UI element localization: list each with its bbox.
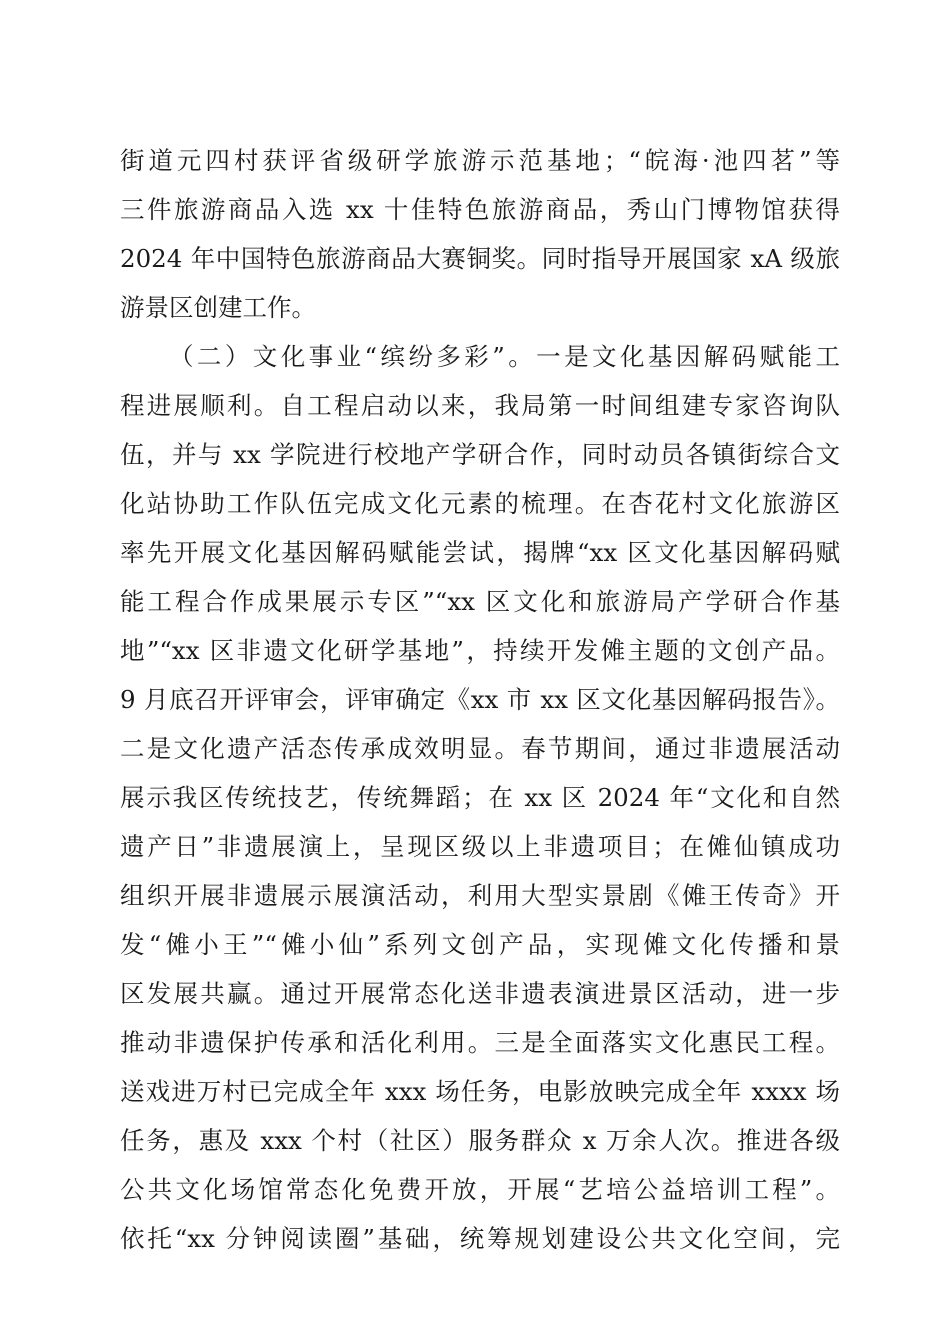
text-line: （二）文化事业“缤纷多彩”。一是文化基因解码赋能工 xyxy=(169,342,840,371)
text-line: 9 月底召开评审会，评审确定《xx 市 xx 区文化基因解码报告》。 xyxy=(120,685,840,714)
text-line: 率先开展文化基因解码赋能尝试，揭牌“xx 区文化基因解码赋 xyxy=(120,538,840,567)
text-line: 展示我区传统技艺，传统舞蹈；在 xx 区 2024 年“文化和自然 xyxy=(120,783,840,812)
paragraph-1 xyxy=(120,136,840,332)
text-line: 发“傩小王”“傩小仙”系列文创产品，实现傩文化传播和景 xyxy=(120,930,840,959)
text-line: 地”“xx 区非遗文化研学基地”，持续开发傩主题的文创产品。 xyxy=(120,636,840,665)
text-line: 程进展顺利。自工程启动以来，我局第一时间组建专家咨询队 xyxy=(120,391,840,420)
text-line: 推动非遗保护传承和活化利用。三是全面落实文化惠民工程。 xyxy=(120,1028,840,1057)
text-line: 组织开展非遗展示展演活动，利用大型实景剧《傩王传奇》开 xyxy=(120,881,840,910)
text-line: 送戏进万村已完成全年 xxx 场任务，电影放映完成全年 xxxx 场 xyxy=(120,1077,840,1106)
text-line: 游景区创建工作。 xyxy=(120,293,316,322)
text-line: 公共文化场馆常态化免费开放，开展“艺培公益培训工程”。 xyxy=(120,1175,840,1204)
paragraph-2 xyxy=(120,332,840,1263)
text-line: 任务，惠及 xxx 个村（社区）服务群众 x 万余人次。推进各级 xyxy=(120,1126,840,1155)
text-line: 伍，并与 xx 学院进行校地产学研合作，同时动员各镇街综合文 xyxy=(120,440,840,469)
text-line: 化站协助工作队伍完成文化元素的梳理。在杏花村文化旅游区 xyxy=(120,489,840,518)
text-line: 2024 年中国特色旅游商品大赛铜奖。同时指导开展国家 xA 级旅 xyxy=(120,244,840,273)
text-line: 区发展共赢。通过开展常态化送非遗表演进景区活动，进一步 xyxy=(120,979,840,1008)
text-line: 能工程合作成果展示专区”“xx 区文化和旅游局产学研合作基 xyxy=(120,587,840,616)
text-line: 依托“xx 分钟阅读圈”基础，统筹规划建设公共文化空间，完 xyxy=(120,1224,840,1253)
body-text xyxy=(120,136,840,1263)
text-line: 二是文化遗产活态传承成效明显。春节期间，通过非遗展活动 xyxy=(120,734,840,763)
text-line: 三件旅游商品入选 xx 十佳特色旅游商品，秀山门博物馆获得 xyxy=(120,195,840,224)
text-line: 街道元四村获评省级研学旅游示范基地；“皖海·池四茗”等 xyxy=(120,146,840,175)
text-line: 遗产日”非遗展演上，呈现区级以上非遗项目；在傩仙镇成功 xyxy=(120,832,840,861)
